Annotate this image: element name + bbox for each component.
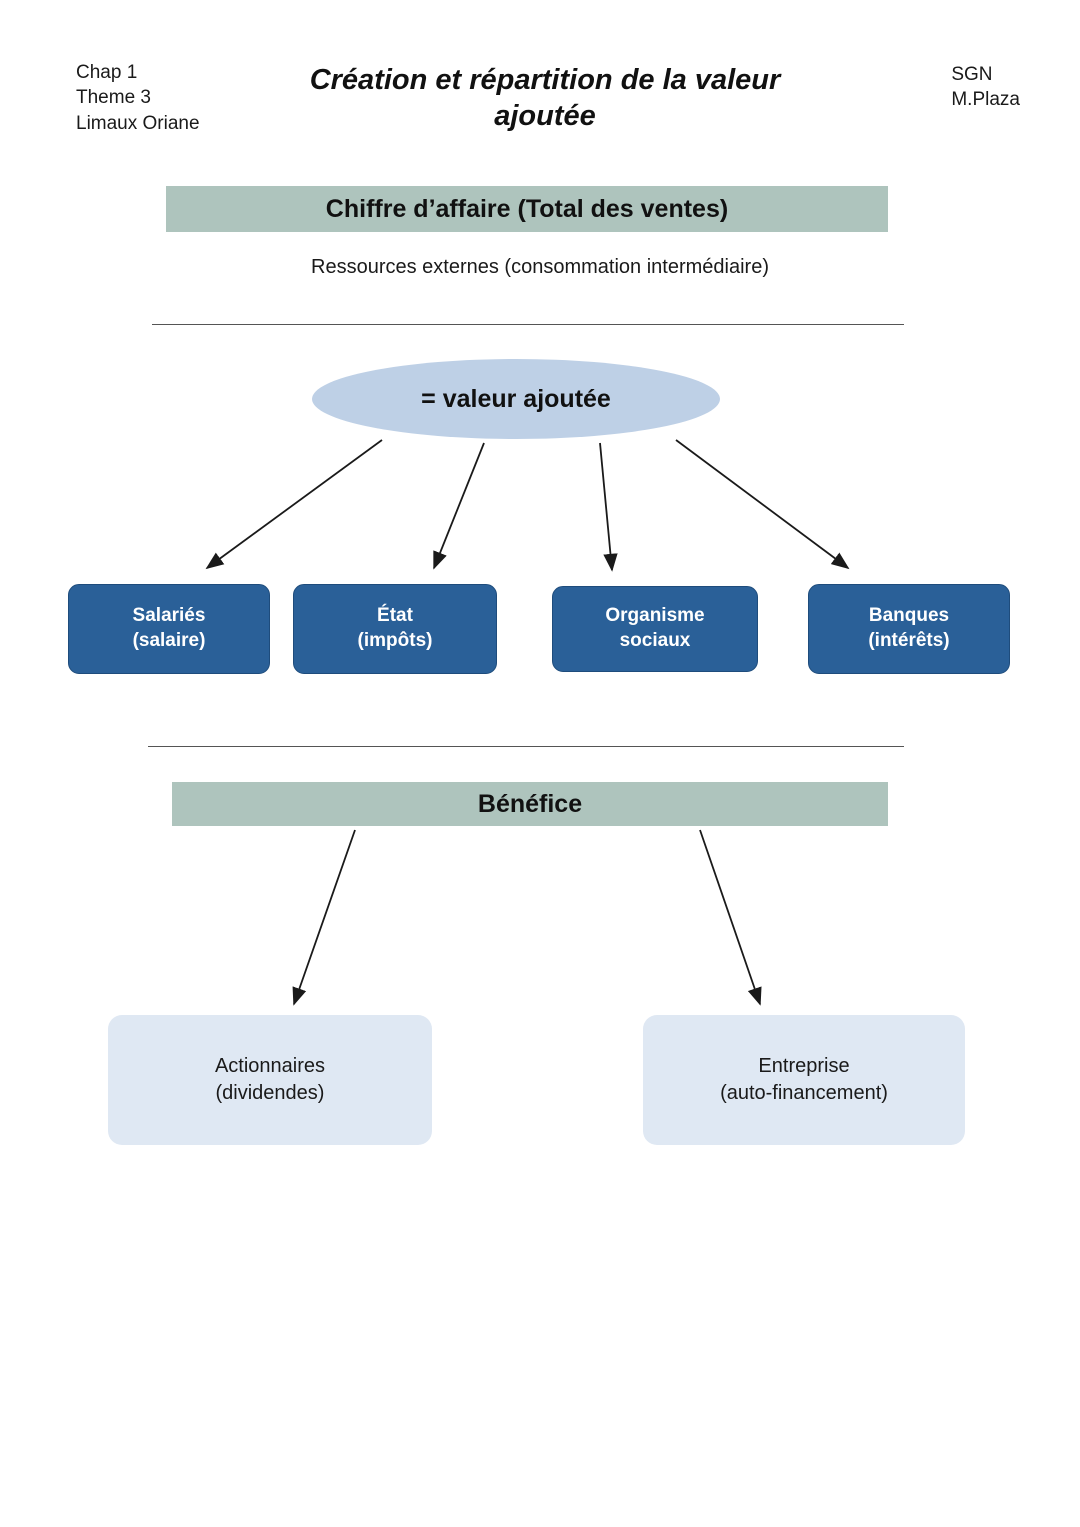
box-line-2: (intérêts) <box>868 630 950 651</box>
external-resources-label: Ressources externes (consommation intermédiaire) <box>311 256 769 278</box>
box-line-2: sociaux <box>619 630 691 651</box>
divider-bottom <box>148 746 904 747</box>
box-line-1: Organisme <box>605 605 705 627</box>
page-title: Création et répartition de la valeur ajoutée <box>309 64 781 133</box>
header-theme: Theme 3 <box>76 87 151 109</box>
header-meta-left <box>76 60 200 136</box>
distribution-box-etat <box>293 584 497 674</box>
header-school: SGN <box>951 64 993 85</box>
box-line-1: Banques <box>868 605 950 627</box>
box-line-2: (auto-financement) <box>720 1082 888 1104</box>
box-line-2: (salaire) <box>132 630 206 651</box>
profit-box-actionnaires <box>108 1015 432 1145</box>
value-added-ellipse: = valeur ajoutée <box>312 359 720 439</box>
arrow-va-to-etat <box>434 443 484 568</box>
box-line-2: (dividendes) <box>215 1082 325 1104</box>
arrow-benefice-to-entreprise <box>700 830 760 1004</box>
header-author: Limaux Oriane <box>76 112 200 134</box>
box-line-1: Actionnaires <box>214 1055 326 1077</box>
profit-band: Bénéfice <box>172 782 888 826</box>
box-line-1: Entreprise <box>758 1055 850 1077</box>
distribution-box-organisme-sociaux <box>552 586 758 672</box>
profit-box-entreprise <box>643 1015 965 1145</box>
arrow-va-to-banques <box>676 440 848 568</box>
arrow-va-to-salaries <box>207 440 382 568</box>
box-line-2: (impôts) <box>357 630 433 651</box>
header-chapter: Chap 1 <box>76 62 138 83</box>
box-line-1: État <box>377 605 413 627</box>
revenue-band: Chiffre d’affaire (Total des ventes) <box>166 186 888 232</box>
box-line-1: Salariés <box>132 605 206 627</box>
distribution-box-salaries <box>68 584 270 674</box>
arrow-va-to-organisme <box>600 443 612 570</box>
arrow-benefice-to-actionnaires <box>294 830 355 1004</box>
divider-top <box>152 324 904 325</box>
header-teacher: M.Plaza <box>951 89 1020 111</box>
header-meta-right <box>951 62 1020 113</box>
distribution-box-banques <box>808 584 1010 674</box>
